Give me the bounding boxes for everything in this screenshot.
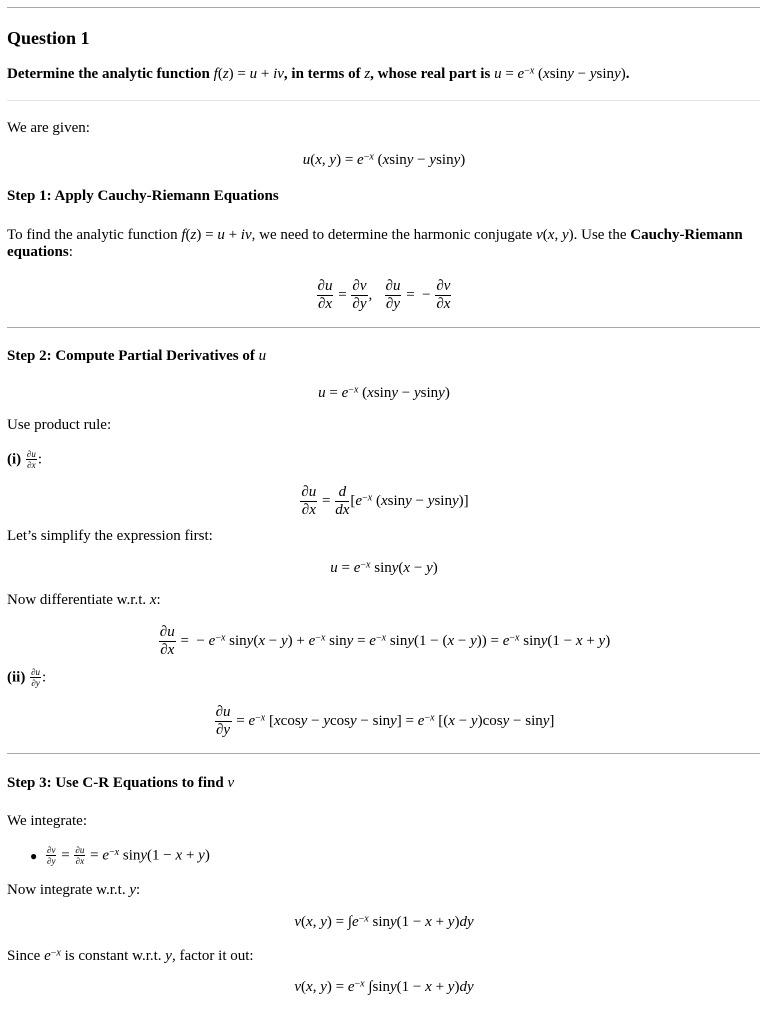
- step2-heading: Step 2: Compute Partial Derivatives of u: [7, 348, 267, 364]
- v-integral-equation: v(x, $y) = \int e^{-x}$ siny(1 − x + y)dy: [294, 913, 474, 930]
- since-text-part: , factor it out:: [171, 948, 254, 964]
- cauchy-riemann-equations: $\frac{\partial u}{\partial x}$ = $\frac{\partial v}{\partial y}$ , $\frac{\partial u}{\partial y}$ = − $\frac{\partial v}{\partial x}$: [317, 278, 451, 312]
- integrate-y-text: Now integrate w.r.t. y:: [7, 882, 141, 898]
- list-item-dv-dy: $\frac{\partial v}{\partial y}$ = $\frac{\partial u}{\partial x}$ = $e^{-x}$ siny(1 − x + y): [47, 845, 210, 866]
- question-title: Question 1: [7, 28, 90, 48]
- step1-divider: [7, 327, 760, 328]
- step1-bold-text: Cauchy-Riemann: [630, 227, 743, 243]
- prompt-text: , whose real part is: [370, 66, 495, 82]
- given-equation: u(x, $y) = e^{-x}$ (xsiny − ysiny): [302, 151, 466, 168]
- step3-heading-text: Step 3: Use C-R Equations to find: [7, 775, 228, 791]
- step1-text: To find the analytic function f(z) = u + iv, we need to determine the harmonic conjugate v(x, y). Use the Cauchy-Riemann: [7, 227, 743, 243]
- differentiate-text: Now differentiate w.r.t. x:: [7, 592, 161, 608]
- since-text-part: is constant w.r.t.: [60, 948, 166, 964]
- u-simplified-equation: $u = e^{-x}$ siny(x − y): [330, 559, 438, 576]
- given-text: We are given:: [7, 120, 90, 136]
- step3-heading: Step 3: Use C-R Equations to find v: [7, 775, 235, 791]
- prompt-text: Determine the analytic function: [7, 66, 214, 82]
- differentiate-text-part: Now differentiate w.r.t.: [7, 592, 150, 608]
- v-factored-equation: v(x, $y) = e^{-x}$ ∫siny(1 − x + y)dy: [294, 978, 474, 995]
- integrate-text: We integrate:: [7, 813, 88, 829]
- product-rule-text: Use product rule:: [7, 417, 112, 433]
- prompt-math-f: f(z) = u + iv: [213, 66, 284, 82]
- prompt-math-z: z: [364, 66, 371, 82]
- step1-text-part: To find the analytic function: [7, 227, 182, 243]
- step1-text-part: . Use the: [573, 227, 631, 243]
- question-prompt: Determine the analytic function f(z) = u + iv, in terms of z, whose real part is $u = e^{-x}$ (xsiny − ysiny).: [7, 65, 630, 82]
- step1-text-part: :: [68, 244, 73, 260]
- since-text-part: Since: [7, 948, 45, 964]
- step1-text-part: , we need to determine the harmonic conjugate: [251, 227, 537, 243]
- prompt-math-u: $u = e^{-x}$ (xsiny − ysiny): [494, 65, 626, 82]
- du-dy-result: $\frac{\partial u}{\partial y}$ = $e^{-x}$ $[xcosy - ycosy - \sin y] = e^{-x}$ [(x − y)cosy − siny]: [215, 704, 555, 738]
- part-i-label: (i) $\frac{\partial u}{\partial x}$ :: [7, 449, 43, 470]
- step1-bold-text: equations: [7, 244, 69, 260]
- integrate-y-text-part: Now integrate w.r.t.: [7, 882, 130, 898]
- part-ii-text: (ii): [7, 669, 30, 686]
- du-dx-definition: $\frac{\partial u}{\partial x}$ = $\frac{d}{dx}$ [$e^{-x}$ (xsiny − ysiny)]: [301, 484, 469, 518]
- step1-text-line2: [7, 244, 73, 261]
- prompt-text: , in terms of: [283, 66, 365, 82]
- part-i-text: (i): [7, 451, 25, 468]
- part-ii-label: (ii) $\frac{\partial u}{\partial y}$ :: [7, 667, 47, 688]
- top-divider: [7, 7, 760, 8]
- step1-heading: Step 1: Apply Cauchy-Riemann Equations: [7, 188, 279, 204]
- simplify-text: Let’s simplify the expression first:: [7, 528, 213, 544]
- since-text: Since $e^{-x}$ is constant w.r.t. y, factor it out:: [7, 947, 254, 964]
- question-divider: [7, 100, 760, 101]
- u-equation: $u = e^{-x}$ (xsiny − ysiny): [318, 384, 450, 401]
- step2-heading-text: Step 2: Compute Partial Derivatives of: [7, 348, 259, 364]
- step2-divider: [7, 753, 760, 754]
- du-dx-result: $\frac{\partial u}{\partial x}$ = − $e^{-x}$ $\sin y(x - y) + e^{-x}$ $\sin y = e^{-x}$ $\sin y(1 - (x - y)) = e^{-x}$ siny(1 − x + y): [159, 624, 611, 658]
- list-bullet: ●: [30, 849, 38, 863]
